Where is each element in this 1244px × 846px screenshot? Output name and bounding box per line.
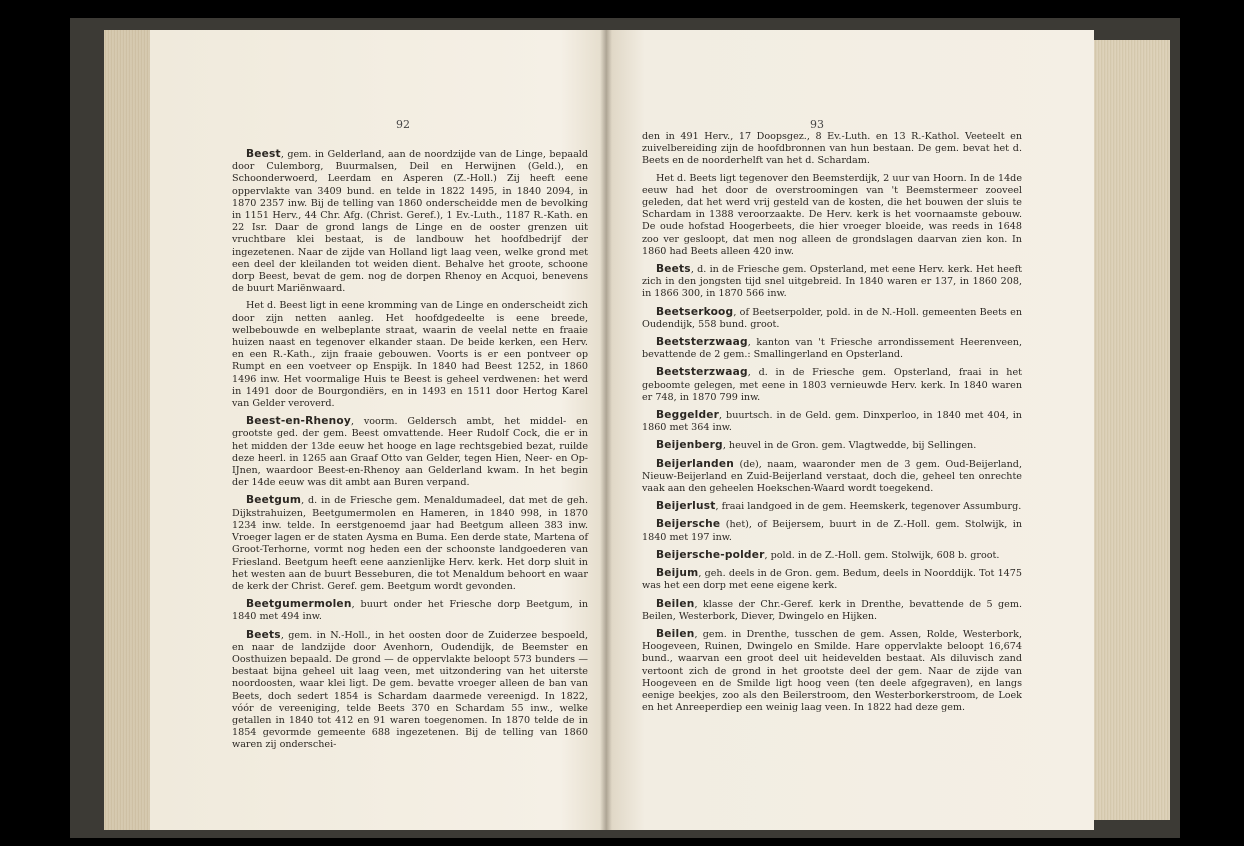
entry-paragraph	[232, 494, 588, 593]
right-page-text	[642, 131, 1022, 719]
entry-body: , buurtsch. in de Geld. gem. Dinxperloo, in 1840 met 404, in 1860 met 364 inw.	[642, 410, 1022, 434]
left-page-text	[232, 148, 588, 757]
entry-headword: Beilen	[656, 597, 695, 610]
entry-body: , kanton van 't Friesche arrondissement Heerenveen, bevattende de 2 gem.: Smallingerland en Opsterland.	[642, 337, 1022, 361]
entry-headword: Beets	[656, 263, 691, 276]
entry-paragraph	[232, 300, 588, 410]
entry-paragraph	[642, 263, 1022, 301]
entry-paragraph	[642, 173, 1022, 258]
entry-headword: Beetgumermolen	[246, 598, 352, 611]
entry-body: , gem. in Drenthe, tusschen de gem. Assen, Rolde, Westerbork, Hoogeveen, Ruinen, Dwingelo en Smilde. Hare oppervlakte beloopt 16,674 bund., waarvan een groot deel uit heidevelden bestaat. Als diluvisch zand vertoont zich de grond in het grootste deel der gem. Naar de zijde van Hoogeveen en de Smilde ligt hoog veen (ten deele afgegraven), en langs eenige beekjes, zoo als den Beilerstroom, den Westerborkerstroom, de Loek en het Anreeperdiep een weinig laag veen. In 1822 had deze gem.	[642, 628, 1022, 714]
page-number-left: 92	[396, 118, 410, 131]
entry-body: , voorm. Geldersch ambt, het middel- en grootste ged. der gem. Beest omvattende. Heer Rudolf Cock, die er in het midden der 13de eeuw het hooge en lage rechtsgebied bezat, ruilde deze heerl. in 1265 aan Graaf Otto van Gelder, tegen Hien, Neer- en Op-IJnen, waardoor Beest-en-Rhenoy aan Gelderland kwam. In het begin der 14de eeuw was dit ambt aan Buren verpand.	[232, 416, 588, 489]
right-page	[606, 30, 1094, 830]
entry-headword: Beetsterzwaag	[656, 336, 748, 349]
entry-paragraph	[642, 628, 1022, 714]
entry-headword: Beest-en-Rhenoy	[246, 415, 351, 428]
entry-paragraph	[642, 409, 1022, 434]
entry-body: (het), of Beijersem, buurt in de Z.-Holl. gem. Stolwijk, in 1840 met 197 inw.	[642, 519, 1022, 543]
entry-headword: Beijerlanden	[656, 457, 734, 470]
entry-body: , klasse der Chr.-Geref. kerk in Drenthe, bevattende de 5 gem. Beilen, Westerbork, Diever, Dwingelo en Hijken.	[642, 598, 1022, 622]
entry-paragraph	[642, 598, 1022, 623]
entry-body: , d. in de Friesche gem. Menaldumadeel, dat met de geh. Dijkstrahuizen, Beetgumermolen en Hameren, in 1840 998, in 1870 1234 inw. telde. In eerstgenoemd jaar had Beetgum alleen 383 inw. Vroeger lagen er de staten Aysma en Buma. Een derde state, Martena of Groot-Terhorne, vormt nog heden een der schoonste landgoederen van Friesland. Beetgum heeft eene aanzienlijke Herv. kerk. Het dorp sluit in het westen aan de buurt Besseburen, die tot Menaldum behoort en waar de kerk der Christ. Geref. gem. Beetgum wordt gevonden.	[232, 495, 588, 592]
entry-paragraph	[642, 366, 1022, 404]
entry-body: , geh. deels in de Gron. gem. Bedum, deels in Noorddijk. Tot 1475 was het een dorp met eene eigene kerk.	[642, 568, 1022, 592]
entry-headword: Beetsterzwaag	[656, 366, 748, 379]
entry-body: , heuvel in de Gron. gem. Vlagtwedde, bij Sellingen.	[722, 440, 977, 452]
entry-body: (de), naam, waaronder men de 3 gem. Oud-Beijerland, Nieuw-Beijerland en Zuid-Beijerland verstaat, doch die, geheel ten onrechte vaak aan den geheelen Hoekschen-Waard wordt toegekend.	[642, 458, 1022, 495]
entry-paragraph	[642, 439, 1022, 452]
entry-paragraph	[642, 336, 1022, 361]
page-number-right: 93	[810, 118, 824, 131]
entry-headword: Beggelder	[656, 409, 720, 422]
entry-body: , buurt onder het Friesche dorp Beetgum, in 1840 met 494 inw.	[232, 599, 588, 623]
book-gutter	[600, 30, 612, 830]
entry-headword: Beetgum	[246, 494, 302, 507]
entry-headword: Beijenberg	[656, 439, 723, 452]
entry-paragraph	[232, 629, 588, 752]
entry-body: , of Beetserpolder, pold. in de N.-Holl. gemeenten Beets en Oudendijk, 558 bund. groot.	[642, 306, 1022, 330]
entry-body: , fraai landgoed in de gem. Heemskerk, tegenover Assumburg.	[715, 501, 1022, 513]
entry-paragraph	[232, 148, 588, 295]
entry-paragraph	[232, 415, 588, 489]
entry-paragraph	[232, 598, 588, 623]
entry-body: , d. in de Friesche gem. Opsterland, fraai in het geboomte gelegen, met eene in 1803 vernieuwde Herv. kerk. In 1840 waren er 748, in 1870 799 inw.	[642, 367, 1022, 403]
entry-paragraph	[642, 518, 1022, 543]
entry-body: , pold. in de Z.-Holl. gem. Stolwijk, 608 b. groot.	[764, 549, 1000, 561]
entry-headword: Beets	[246, 628, 281, 641]
entry-headword: Beijum	[656, 567, 699, 580]
entry-body: , d. in de Friesche gem. Opsterland, met eene Herv. kerk. Het heeft zich in den jongsten tijd snel uitgebreid. In 1840 waren er 137, in 1860 208, in 1866 300, in 1870 566 inw.	[642, 264, 1022, 300]
entry-body: , gem. in N.-Holl., in het oosten door de Zuiderzee bespoeld, en naar de landzijde door Avenhorn, Oudendijk, de Beemster en Oosthuizen bepaald. De grond — de oppervlakte beloopt 573 bunders — bestaat bijna geheel uit laag veen, met uitzondering van het uiterste noordoosten, waar klei ligt. De gem. bevatte vroeger alleen de ban van Beets, doch sedert 1854 is Schardam daarmede vereenigd. In 1822, vóór de vereeniging, telde Beets 370 en Schardam 55 inw., welke getallen in 1840 tot 412 en 91 waren toegenomen. In 1870 telde de in 1854 gevormde gemeente 688 ingezetenen. Bij de telling van 1860 waren zij onderschei-	[232, 629, 588, 751]
entry-headword: Beilen	[656, 627, 695, 640]
page-edges-left	[104, 30, 150, 830]
entry-paragraph	[642, 306, 1022, 331]
entry-headword: Beijersche-polder	[656, 548, 765, 561]
entry-headword: Beijersche	[656, 518, 721, 531]
entry-paragraph	[642, 458, 1022, 496]
entry-body: Het d. Beest ligt in eene kromming van de Linge en onderscheidt zich door zijn netten aanleg. Het hoofdgedeelte is eene breede, welbebouwde en welbeplante straat, waarin de veelal nette en fraaie huizen naast en tegenover elkander staan. De beide kerken, een Herv. en een R.-Kath., zijn fraaie gebouwen. Voorts is er een pontveer op Rumpt en een voetveer op Enspijk. In 1840 had Beest 1252, in 1860 1496 inw. Het voormalige Huis te Beest is geheel verdwenen: het werd in 1491 door de Bourgondiërs, en in 1493 en 1511 door Hertog Karel van Gelder veroverd.	[232, 300, 588, 410]
entry-body: den in 491 Herv., 17 Doopsgez., 8 Ev.-Luth. en 13 R.-Kathol. Veeteelt en zuivelbereiding zijn de hoofdbronnen van hun bestaan. De gem. bevat het d. Beets en de noorderhelft van het d. Schardam.	[642, 131, 1022, 167]
entry-headword: Beijerlust	[656, 500, 716, 513]
entry-body: , gem. in Gelderland, aan de noordzijde van de Linge, bepaald door Culemborg, Buurmalsen, Deil en Herwijnen (Geld.), en Schoonderwoerd, Leerdam en Asperen (Z.-Holl.) Zij heeft eene oppervlakte van 3409 bund. en telde in 1822 1495, in 1840 2094, in 1870 2357 inw. Bij de telling van 1860 onderscheidde men de bevolking in 1151 Herv., 44 Chr. Afg. (Christ. Geref.), 1 Ev.-Luth., 1187 R.-Kath. en 22 Isr. Daar de grond langs de Linge en de ooster grenzen uit vruchtbare klei bestaat, is de landbouw het hoofdbedrijf der ingezetenen. Naar de zijde van Holland ligt laag veen, welke grond met een deel der kleilanden tot weiden dient. Behalve het groote, schoone dorp Beest, bevat de gem. nog de dorpen Rhenoy en Acquoi, benevens de buurt Mariënwaard.	[232, 149, 588, 295]
left-page	[150, 30, 606, 830]
entry-paragraph	[642, 131, 1022, 168]
entry-paragraph	[642, 549, 1022, 562]
page-edges-right	[1094, 40, 1170, 820]
entry-paragraph	[642, 500, 1022, 513]
entry-headword: Beest	[246, 148, 281, 160]
entry-headword: Beetserkoog	[656, 305, 734, 318]
entry-paragraph	[642, 567, 1022, 592]
entry-body: Het d. Beets ligt tegenover den Beemsterdijk, 2 uur van Hoorn. In de 14de eeuw had het door de overstroomingen van 't Beemstermeer zooveel geleden, dat het werd vrij gesteld van de kosten, die het bouwen der sluis te Schardam in 1388 veroorzaakte. De Herv. kerk is het voornaamste gebouw. De oude hofstad Hoogerbeets, die hier vroeger bloeide, was reeds in 1648 zoo ver gesloopt, dat men nog alleen de grondslagen daarvan zien kon. In 1860 had Beets alleen 420 inw.	[642, 172, 1022, 257]
